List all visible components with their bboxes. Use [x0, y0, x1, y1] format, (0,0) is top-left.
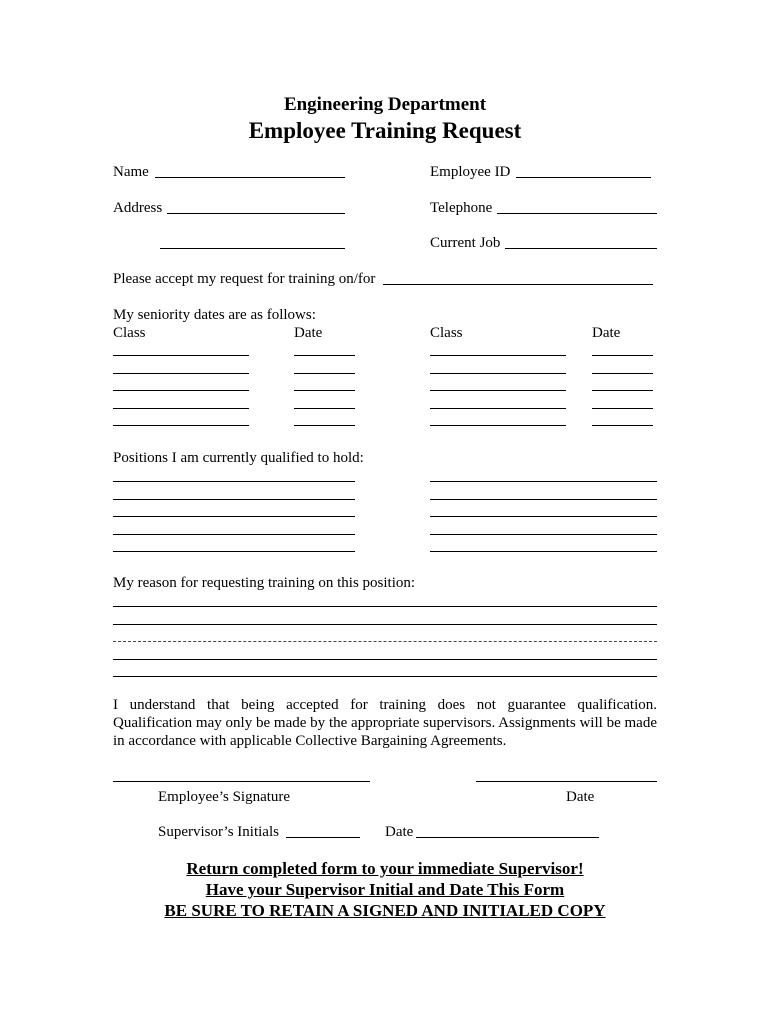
position-right-field[interactable] — [430, 499, 657, 500]
seniority-class-left-field[interactable] — [113, 390, 249, 391]
address-label: Address — [113, 200, 163, 216]
reason-text-line[interactable] — [113, 624, 657, 625]
class-column-header-right: Class — [430, 325, 463, 341]
employee-id-label: Employee ID — [430, 164, 511, 180]
position-right-field[interactable] — [430, 551, 657, 552]
seniority-date-left-field[interactable] — [294, 408, 355, 409]
seniority-date-left-field[interactable] — [294, 355, 355, 356]
seniority-class-left-field[interactable] — [113, 408, 249, 409]
qualification-notice: I understand that being accepted for training does not guarantee qualification. Qualification may only be made by the appropriate supervisors. Assignments will be made in accordance with applicable Collective Bargaining Agreements. — [113, 697, 657, 749]
footer-instruction-3: BE SURE TO RETAIN A SIGNED AND INITIALED COPY — [164, 901, 606, 920]
seniority-class-right-field[interactable] — [430, 355, 566, 356]
signature-date-label: Date — [566, 789, 595, 805]
employee-signature-label: Employee’s Signature — [158, 789, 291, 805]
seniority-date-right-field[interactable] — [592, 390, 653, 391]
date-column-header-left: Date — [294, 325, 323, 341]
telephone-field[interactable] — [497, 213, 657, 214]
position-left-field[interactable] — [113, 516, 355, 517]
seniority-class-left-field[interactable] — [113, 355, 249, 356]
date-column-header-right: Date — [592, 325, 621, 341]
seniority-class-left-field[interactable] — [113, 373, 249, 374]
seniority-date-left-field[interactable] — [294, 390, 355, 391]
position-left-field[interactable] — [113, 551, 355, 552]
department-heading: Engineering Department — [283, 94, 487, 115]
training-request-label: Please accept my request for training on/for — [113, 271, 376, 287]
seniority-date-right-field[interactable] — [592, 355, 653, 356]
employee-signature-date-field[interactable] — [476, 781, 657, 782]
reason-text-line[interactable] — [113, 641, 657, 642]
seniority-date-right-field[interactable] — [592, 408, 653, 409]
seniority-date-left-field[interactable] — [294, 425, 355, 426]
class-column-header-left: Class — [113, 325, 146, 341]
seniority-date-right-field[interactable] — [592, 373, 653, 374]
footer-instruction-2: Have your Supervisor Initial and Date This Form — [205, 880, 565, 899]
seniority-class-right-field[interactable] — [430, 390, 566, 391]
footer-instruction-1: Return completed form to your immediate Supervisor! — [186, 859, 584, 878]
address-field-line-1[interactable] — [167, 213, 345, 214]
form-title: Employee Training Request — [248, 118, 522, 143]
reason-text-line[interactable] — [113, 606, 657, 607]
reason-text-line[interactable] — [113, 659, 657, 660]
seniority-class-left-field[interactable] — [113, 425, 249, 426]
supervisor-date-label: Date — [385, 824, 414, 840]
current-job-field[interactable] — [505, 248, 657, 249]
address-field-line-2[interactable] — [160, 248, 345, 249]
employee-id-field[interactable] — [516, 177, 651, 178]
position-left-field[interactable] — [113, 481, 355, 482]
current-job-label: Current Job — [430, 235, 501, 251]
seniority-class-right-field[interactable] — [430, 373, 566, 374]
positions-label: Positions I am currently qualified to hold: — [113, 450, 364, 466]
seniority-date-right-field[interactable] — [592, 425, 653, 426]
supervisor-date-field[interactable] — [416, 837, 599, 838]
reason-label: My reason for requesting training on this position: — [113, 575, 416, 591]
position-left-field[interactable] — [113, 499, 355, 500]
seniority-class-right-field[interactable] — [430, 408, 566, 409]
telephone-label: Telephone — [430, 200, 493, 216]
seniority-date-left-field[interactable] — [294, 373, 355, 374]
supervisor-initials-field[interactable] — [286, 837, 360, 838]
reason-text-line[interactable] — [113, 676, 657, 677]
employee-signature-field[interactable] — [113, 781, 370, 782]
training-request-field[interactable] — [383, 284, 653, 285]
position-right-field[interactable] — [430, 534, 657, 535]
position-right-field[interactable] — [430, 481, 657, 482]
position-left-field[interactable] — [113, 534, 355, 535]
supervisor-initials-label: Supervisor’s Initials — [158, 824, 279, 840]
position-right-field[interactable] — [430, 516, 657, 517]
name-label: Name — [113, 164, 149, 180]
name-field[interactable] — [155, 177, 345, 178]
seniority-class-right-field[interactable] — [430, 425, 566, 426]
seniority-intro: My seniority dates are as follows: — [113, 307, 316, 323]
